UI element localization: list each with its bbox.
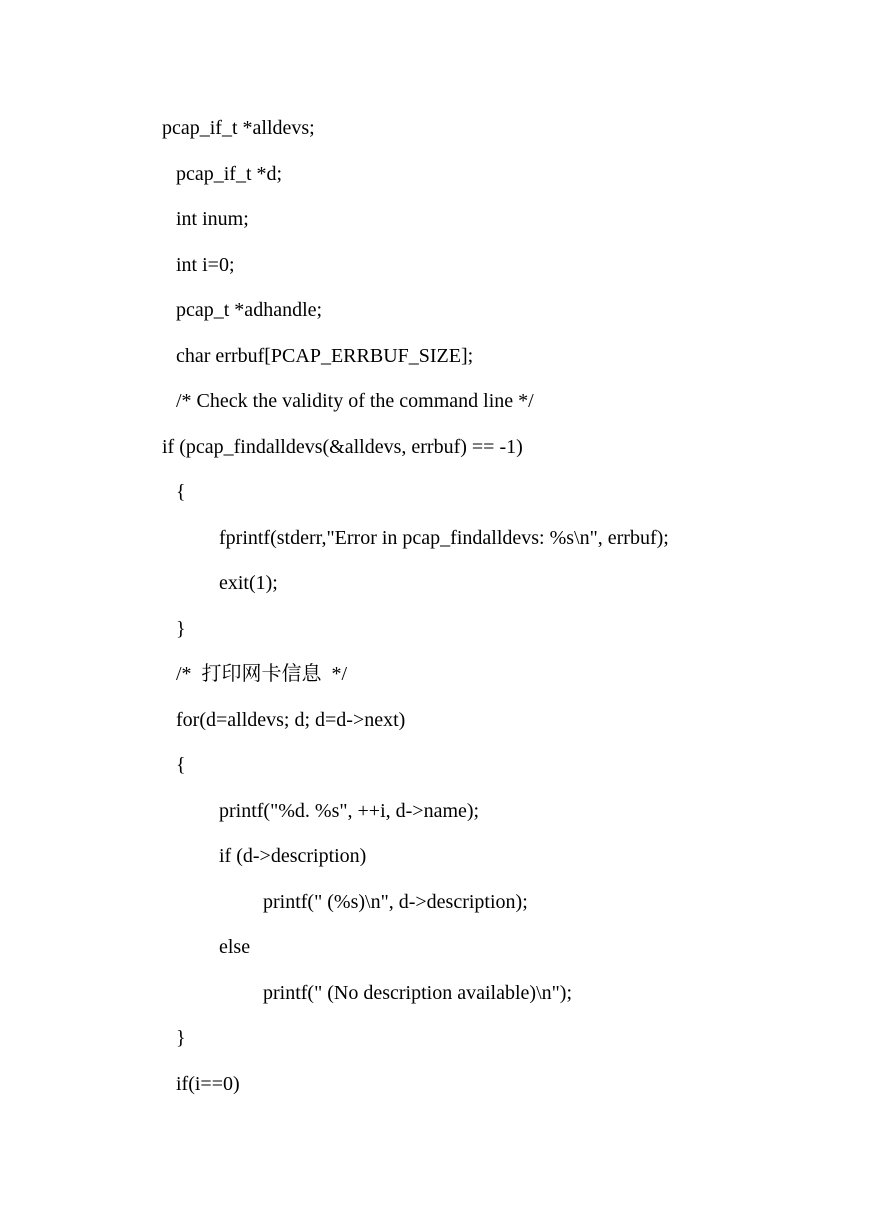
code-line: fprintf(stderr,"Error in pcap_findalldevs: %s\n", errbuf); [219,527,669,549]
code-brace: } [176,1027,186,1049]
code-line: int i=0; [176,254,235,276]
code-line: pcap_t *adhandle; [176,299,323,321]
code-comment: /* Check the validity of the command line */ [176,390,534,412]
code-line: printf(" (No description available)\n"); [263,982,573,1004]
code-comment: /* 打印网卡信息 */ [176,663,348,685]
code-line: if (pcap_findalldevs(&alldevs, errbuf) == -1) [162,436,523,458]
code-line: char errbuf[PCAP_ERRBUF_SIZE]; [176,345,474,367]
code-line: pcap_if_t *alldevs; [162,117,315,139]
code-line: if (d->description) [219,845,367,867]
code-brace: { [176,481,186,503]
code-line: else [219,936,251,958]
code-line: printf(" (%s)\n", d->description); [263,891,528,913]
code-line: printf("%d. %s", ++i, d->name); [219,800,480,822]
code-line: exit(1); [219,572,278,594]
code-line: int inum; [176,208,249,230]
code-brace: } [176,618,186,640]
code-line: for(d=alldevs; d; d=d->next) [176,709,406,731]
code-brace: { [176,754,186,776]
code-line: pcap_if_t *d; [176,163,283,185]
code-line: if(i==0) [176,1073,240,1095]
